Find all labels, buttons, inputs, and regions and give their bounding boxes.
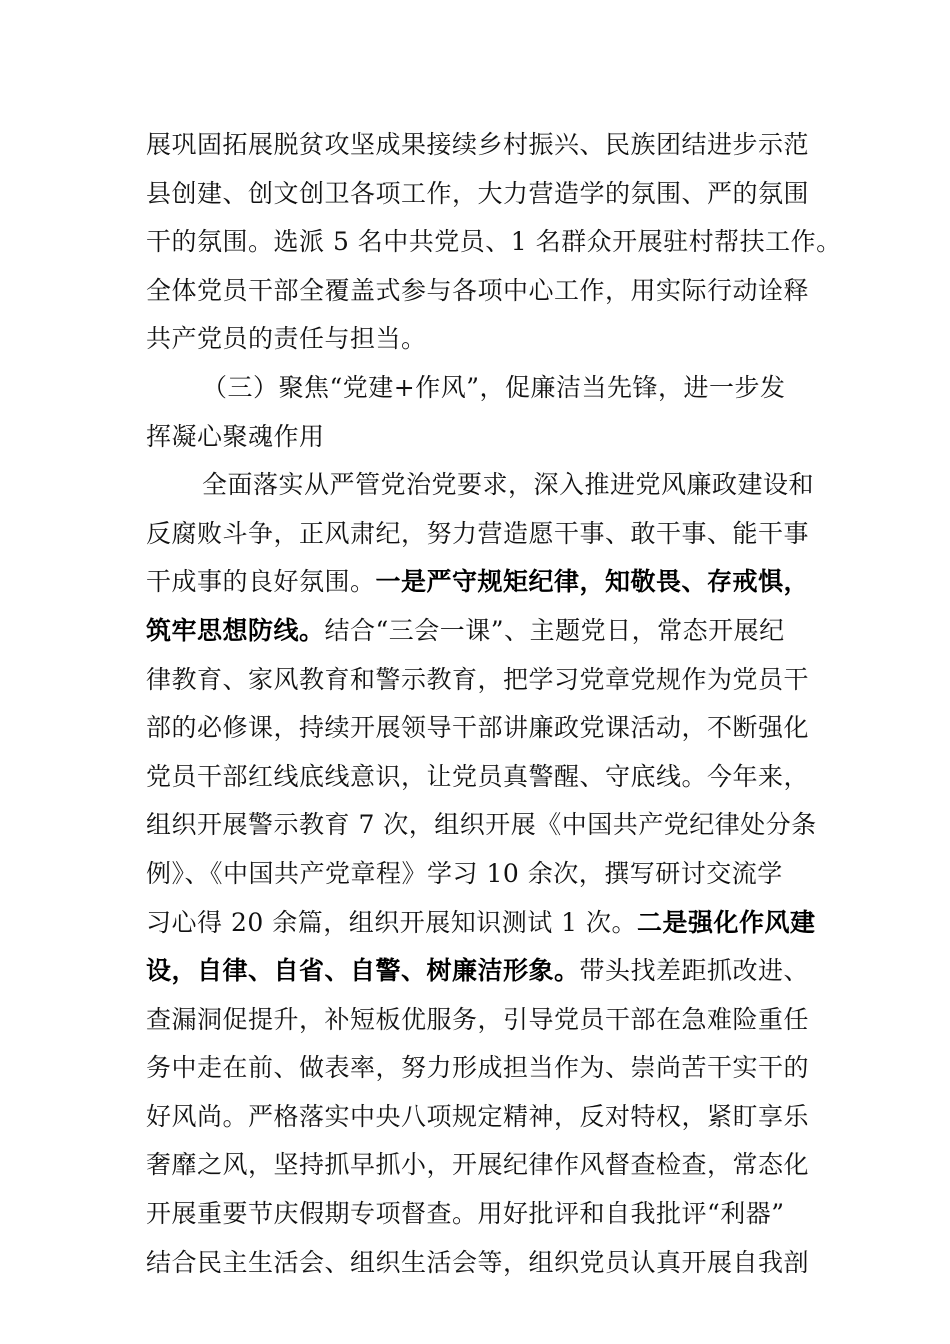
text-line: [146, 315, 826, 364]
text-line: [146, 1190, 826, 1239]
text-segment: 干成事的良好氛围。: [146, 567, 376, 597]
text-segment: 查漏洞促提升，补短板优服务，引导党员干部在急难险重任: [146, 1004, 810, 1034]
text-line: [146, 510, 826, 559]
text-segment: 全面落实从严管党治党要求，深入推进党风廉政建设和: [202, 470, 815, 500]
text-line: [146, 850, 826, 899]
text-line: [146, 1141, 826, 1190]
text-line: [146, 218, 842, 267]
text-segment: 结合“三会一课”、主题党日，常态开展纪: [324, 615, 785, 645]
text-line: [146, 558, 826, 607]
section-heading-line: [146, 413, 826, 462]
text-segment: 全体党员干部全覆盖式参与各项中心工作，用实际行动诠释: [146, 275, 810, 305]
section-heading-line: [146, 364, 826, 413]
bold-phrase: 二是强化作风建: [637, 907, 816, 937]
text-segment: 反腐败斗争，正风肃纪，努力营造愿干事、敢干事、能干事: [146, 518, 810, 548]
text-segment: 干的氛围。选派 5 名中共党员、1 名群众开展驻村帮扶工作。: [146, 227, 842, 257]
text-line: [146, 121, 826, 170]
text-segment: 好风尚。严格落实中央八项规定精神，反对特权，紧盯享乐: [146, 1101, 810, 1131]
text-line: [146, 267, 826, 316]
text-segment: 挥凝心聚魂作用: [146, 421, 325, 451]
text-line: [146, 656, 826, 705]
text-segment: 部的必修课，持续开展领导干部讲廉政党课活动，不断强化: [146, 713, 810, 743]
text-segment: 务中走在前、做表率，努力形成担当作为、崇尚苦干实干的: [146, 1053, 810, 1083]
text-line: [146, 1044, 826, 1093]
text-line: [146, 461, 826, 510]
bold-phrase: 一是严守规矩纪律，知敬畏、存戒惧，: [375, 567, 810, 597]
text-line: [146, 801, 826, 850]
text-line: [146, 947, 826, 996]
text-segment: 结合民主生活会、组织生活会等，组织党员认真开展自我剖: [146, 1247, 810, 1277]
text-segment: （三）聚焦“党建+作风”，促廉洁当先锋，进一步发: [202, 372, 786, 402]
text-line: [146, 170, 826, 219]
text-segment: 展巩固拓展脱贫攻坚成果接续乡村振兴、民族团结进步示范: [146, 130, 810, 159]
text-segment: 开展重要节庆假期专项督查。用好批评和自我批评“利器”: [146, 1199, 785, 1229]
text-line: [146, 899, 826, 948]
text-segment: 组织开展警示教育 7 次，组织开展《中国共产党纪律处分条: [146, 810, 817, 840]
text-line: [146, 753, 826, 802]
text-segment: 律教育、家风教育和警示教育，把学习党章党规作为党员干: [146, 664, 810, 694]
text-line: [146, 1239, 826, 1288]
text-line: [146, 607, 826, 656]
text-line: [146, 996, 826, 1045]
bold-phrase: 设，自律、自省、自警、树廉洁形象。: [146, 956, 580, 986]
text-line: [146, 1093, 826, 1142]
text-segment: 奢靡之风，坚持抓早抓小，开展纪律作风督查检查，常态化: [146, 1150, 810, 1180]
bold-phrase: 筑牢思想防线。: [146, 615, 325, 645]
text-line: [146, 704, 826, 753]
text-segment: 例》、《中国共产党章程》学习 10 余次，撰写研讨交流学: [146, 858, 783, 888]
text-segment: 带头找差距抓改进、: [579, 956, 810, 986]
text-segment: 县创建、创文创卫各项工作，大力营造学的氛围、严的氛围: [146, 178, 810, 208]
text-segment: 共产党员的责任与担当。: [146, 324, 427, 354]
body-text: [146, 121, 842, 1287]
text-segment: 党员干部红线底线意识，让党员真警醒、守底线。今年来，: [146, 761, 810, 791]
text-segment: 习心得 20 余篇，组织开展知识测试 1 次。: [146, 907, 638, 937]
